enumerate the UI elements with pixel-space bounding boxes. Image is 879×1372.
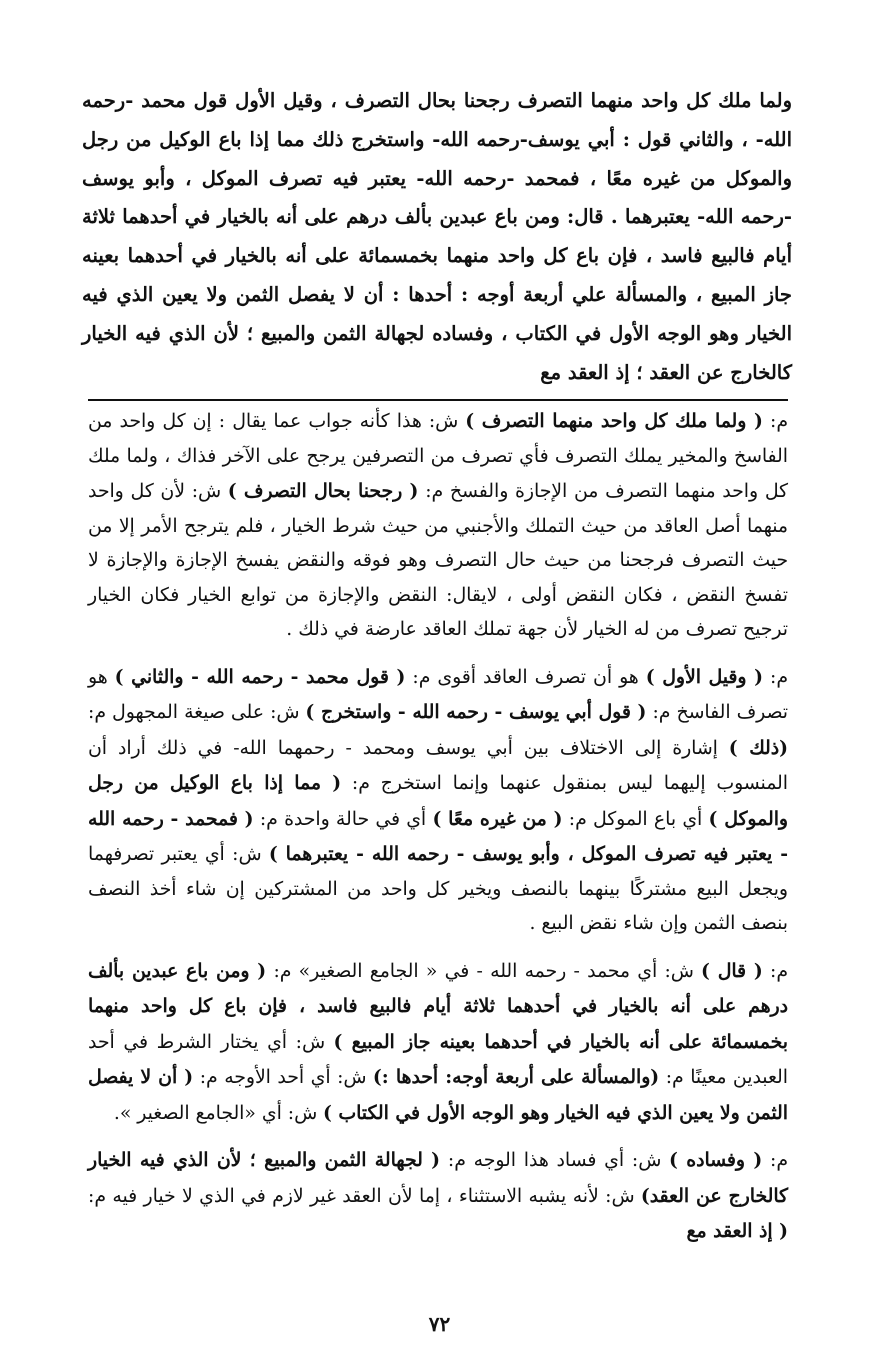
commentary-paragraph-1: م: ( ولما ملك كل واحد منهما التصرف ) ش: هذا كأنه جواب عما يقال : إن كل واحد من الفاسخ والمخير يملك التصرف فأي تصرف من التصرفين يرجح على الآخر فذاك ، ولما ملك كل واحد منهما التصرف من الإجازة والفسخ م: ( رجحنا بحال التصرف ) ش: لأن كل واحد منهما أصل العاقد من حيث التملك والأجنبي من حيث شرط الخيار ، فلم يترجح الأمر إلا من حيث التصرف فرجحنا من حيث حال التصرف وهو فوقه والنقض يفسخ الإجازة والإجازة لا تفسخ النقض ، فكان النقض أولى ، لايقال: النقض والإجازة من توابع الخيار فكان الخيار ترجيح تصرف من له الخيار لأن جهة تملك العاقد عارضة في ذلك . — [88, 410, 788, 640]
main-text: ولما ملك كل واحد منهما التصرف رجحنا بحال التصرف ، وقيل الأول قول محمد -رحمه الله- ، والثاني قول : أبي يوسف-رحمه الله- واستخرج ذلك مما إذا باع الوكيل من رجل والموكل من غيره معًا ، فمحمد -رحمه الله- يعتبر فيه تصرف الموكل ، وأبو يوسف -رحمه الله- يعتبرهما . قال: ومن باع عبدين بألف درهم على أنه بالخيار في أحدهما ثلاثة أيام فالبيع فاسد ، فإن باع كل واحد منهما بخمسمائة على أنه بالخيار في أحدهما بعينه جاز المبيع ، والمسألة علي أربعة أوجه : أحدها : أن لا يفصل الثمن ولا يعين الذي فيه الخيار وهو الوجه الأول في الكتاب ، وفساده لجهالة الثمن والمبيع ؛ لأن الذي فيه الخيار كالخارج عن العقد ؛ إذ العقد مع — [82, 89, 792, 384]
commentary-paragraph-4: م: ( وفساده ) ش: أي فساد هذا الوجه م: ( لجهالة الثمن والمبيع ؛ لأن الذي فيه الخيار كالخارج عن العقد) ش: لأنه يشبه الاستثناء ، إما لأن العقد غير لازم في الذي لا خيار فيه م: ( إذ العقد مع — [88, 1149, 788, 1242]
commentary — [88, 404, 788, 1262]
text-divider — [88, 399, 788, 401]
commentary-paragraph-3: م: ( قال ) ش: أي محمد - رحمه الله - في « الجامع الصغير» م: ( ومن باع عبدين بألف درهم على أنه بالخيار في أحدهما ثلاثة أيام فالبيع فاسد ، فإن باع كل واحد منهما بخمسمائة على أنه بالخيار في أحدهما بعينه جاز المبيع ) ش: أي يختار الشرط في أحد العبدين معينًا م: (والمسألة على أربعة أوجه: أحدها :) ش: أي أحد الأوجه م: ( أن لا يفصل الثمن ولا يعين الذي فيه الخيار وهو الوجه الأول في الكتاب ) ش: أي «الجامع الصغير ». — [88, 959, 788, 1124]
page-number: ٧٢ — [428, 1312, 451, 1336]
commentary-paragraph-2: م: ( وقيل الأول ) هو أن تصرف العاقد أقوى م: ( قول محمد - رحمه الله - والثاني ) هو تصرف الفاسخ م: ( قول أبي يوسف - رحمه الله - واستخرج ) ش: على صيغة المجهول م: (ذلك ) إشارة إلى الاختلاف بين أبي يوسف ومحمد - رحمهما الله- في ذلك أراد أن المنسوب إليهما ليس بمنقول عنهما وإنما استخرج م: ( مما إذا باع الوكيل من رجل والموكل ) أي باع الموكل م: ( من غيره معًا ) أي في حالة واحدة م: ( فمحمد - رحمه الله - يعتبر فيه تصرف الموكل ، وأبو يوسف - رحمه الله - يعتبرهما ) ش: أي يعتبر تصرفهما ويجعل البيع مشتركًا بينهما بالنصف ويخير كل واحد من المشتركين إن شاء أخذ النصف بنصف الثمن وإن شاء نقض البيع . — [88, 665, 788, 934]
